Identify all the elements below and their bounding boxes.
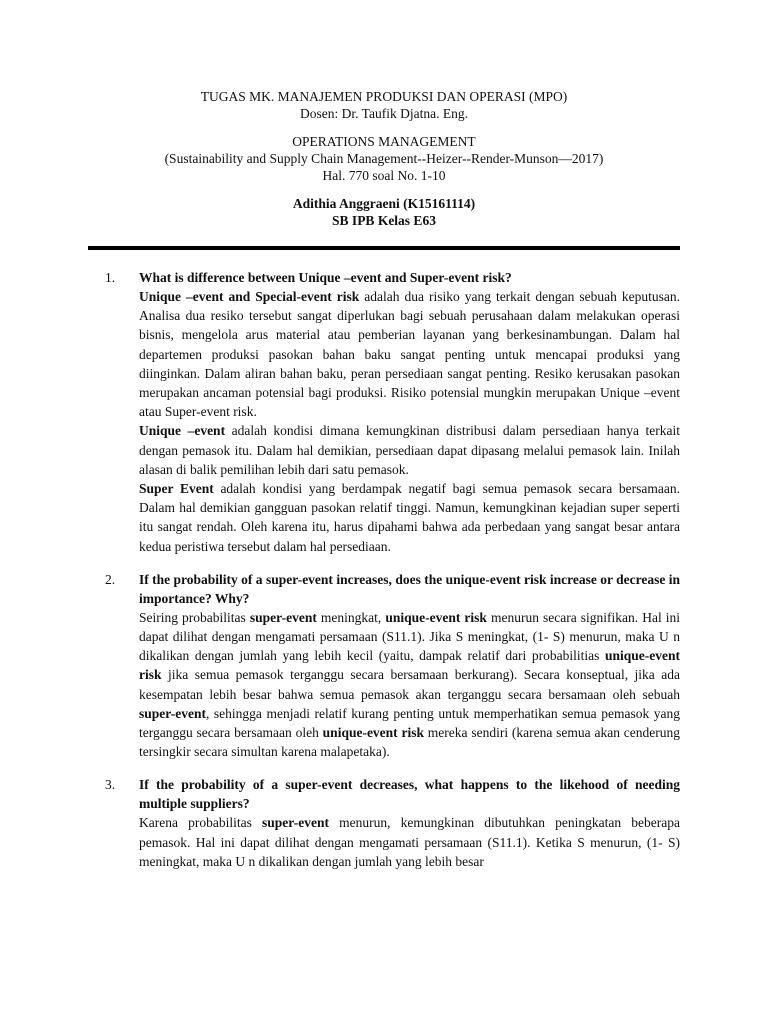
answer-term: unique-event risk xyxy=(322,725,424,741)
answer-term: Super Event xyxy=(139,481,214,497)
answer-text: mereka sendiri (karena semua akan cenderung tersingkir secara simultan karena malapetaka). xyxy=(139,725,680,760)
answer-text: menurun secara signifikan. Hal ini dapat dilihat dengan mengamati persamaan (S11.1). Jika S meningkat, (1- S) menurun, maka U n dikalikan dengan jumlah yang lebih kecil (yaitu, dampak relatif dari probabilitias xyxy=(139,609,680,664)
answer-paragraph xyxy=(139,287,680,421)
answer-paragraph xyxy=(139,479,680,556)
answer-text: meningkat, xyxy=(316,609,386,625)
answer-text: Karena probabilitas xyxy=(139,815,262,831)
answer-text: jika semua pemasok terganggu secara bersamaan berkurang). Secara konseptual, jika ada kesempatan lebih besar bahwa semua pemasok akan terganggu secara bersamaan oleh sebuah xyxy=(139,667,680,702)
answer-term: super-event xyxy=(262,815,329,831)
question-3 xyxy=(105,775,680,871)
answer-term: unique-event risk xyxy=(139,648,680,683)
question-number: 1. xyxy=(105,270,116,285)
answer-term: Unique –event and Special-event risk xyxy=(139,289,360,304)
question-title: If the probability of a super-event decreases, what happens to the likehood of needing multiple suppliers? xyxy=(139,777,680,812)
lecturer-line: Dosen: Dr. Taufik Djatna. Eng. xyxy=(300,106,468,121)
questions-list xyxy=(105,268,680,885)
book-title: OPERATIONS MANAGEMENT xyxy=(292,134,476,149)
answer-paragraph xyxy=(139,608,680,762)
class-name: SB IPB Kelas E63 xyxy=(332,213,436,228)
answer-term: unique-event risk xyxy=(385,609,487,625)
answer-term: super-event xyxy=(139,705,206,721)
question-2 xyxy=(105,570,680,762)
answer-text: menurun, kemungkinan dibutuhkan peningkatan beberapa pemasok. Hal ini dapat dilihat dengan mengamati persamaan (S11.1). Ketika S menurun, (1- S) meningkat, maka U n dikalikan dengan jumlah yang lebih besar xyxy=(139,815,680,869)
book-subtitle: (Sustainability and Supply Chain Management--Heizer--Render-Munson—2017) xyxy=(164,151,604,166)
answer-text: adalah dua risiko yang terkait dengan sebuah keputusan. Analisa dua resiko tersebut sangat diperlukan bagi sebuah perusahaan dalam melakukan operasi bisnis, mengelola arus material atau pemberian layanan yang berkesinambungan. Dalam hal departemen produksi pasokan bahan baku sangat penting untuk mencapai produksi yang diinginkan. Dalam aliran bahan baku, peran persediaan sangat penting. Resiko kerusakan pasokan merupakan ancaman potensial bagi produksi. Risiko potensial mungkin merupakan Unique –event atau Super-event risk. xyxy=(139,289,680,420)
answer-paragraph xyxy=(139,813,680,871)
answer-text: , sehingga menjadi relatif kurang penting untuk memperhatikan semua pemasok yang terganggu secara bersamaan oleh xyxy=(139,705,680,741)
answer-text: adalah kondisi dimana kemungkinan distribusi dalam persediaan hanya terkait dengan pemasok itu. Dalam hal demikian, persediaan dapat dipasang melalui pemasok lain. Inilah alasan di balik pemilihan lebih dari satu pemasok. xyxy=(139,423,680,477)
question-number: 2. xyxy=(105,571,116,587)
page-reference: Hal. 770 soal No. 1-10 xyxy=(322,168,446,183)
answer-paragraph xyxy=(139,421,680,479)
question-title: What is difference between Unique –event and Super-event risk? xyxy=(139,270,512,285)
document-header xyxy=(0,88,768,229)
question-1 xyxy=(105,268,680,556)
question-number: 3. xyxy=(105,777,116,793)
answer-term: Unique –event xyxy=(139,423,226,439)
answer-text: Seiring probabilitas xyxy=(139,609,250,625)
header-divider xyxy=(88,246,680,250)
question-title: If the probability of a super-event increases, does the unique-event risk increase or decrease in importance? Why? xyxy=(139,571,680,606)
answer-text: adalah kondisi yang berdampak negatif bagi semua pemasok secara bersamaan. Dalam hal demikian gangguan pasokan relatif tinggi. Namun, kemungkinan kejadian super seperti itu sangat rendah. Oleh karena itu, harus dipahami bahwa ada perbedaan yang sangat besar antara kedua peristiwa tersebut dalam hal persediaan. xyxy=(139,481,680,554)
answer-term: super-event xyxy=(249,609,317,625)
author-name: Adithia Anggraeni (K15161114) xyxy=(292,196,476,211)
course-title: TUGAS MK. MANAJEMEN PRODUKSI DAN OPERASI (MPO) xyxy=(200,89,568,104)
